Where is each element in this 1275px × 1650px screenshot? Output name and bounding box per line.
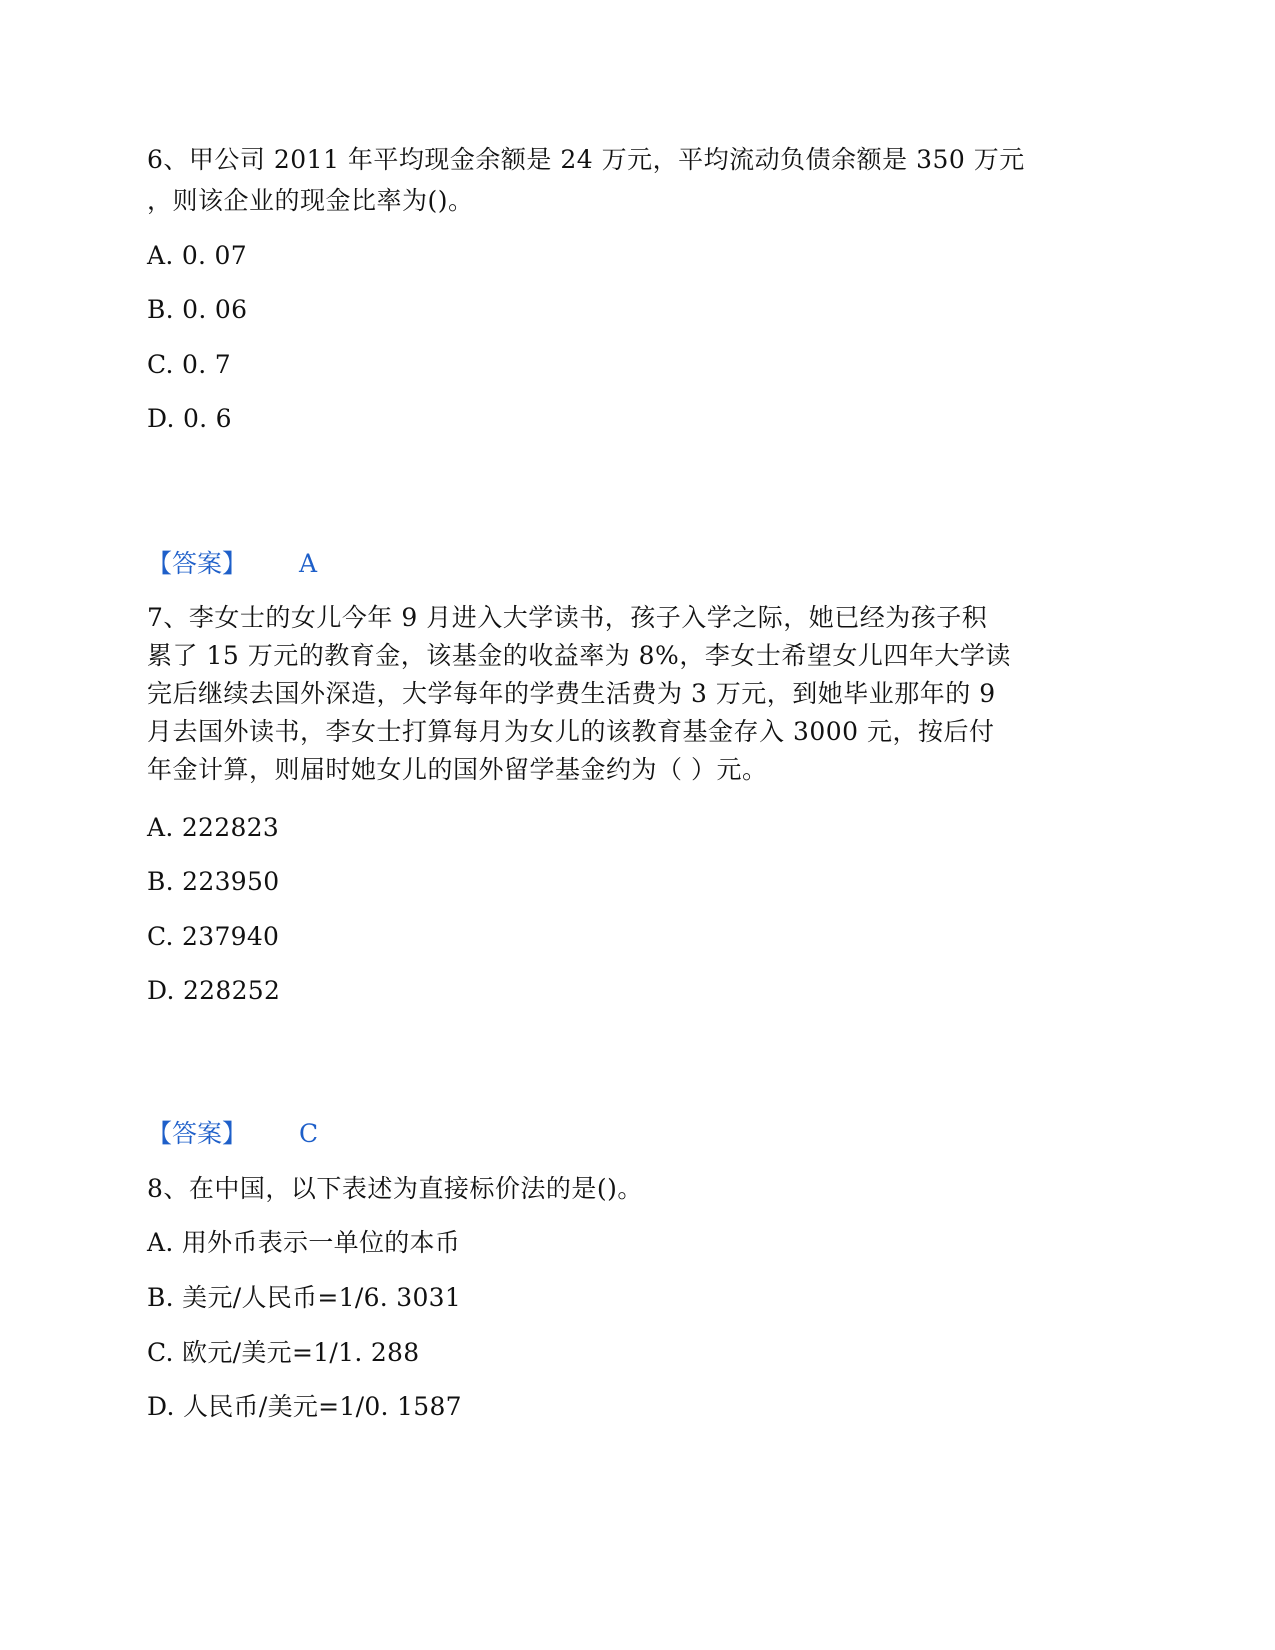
question-6-answer <box>147 548 317 580</box>
question-8-option-b: B. 美元/人民币=1/6. 3031 <box>147 1283 462 1312</box>
question-7-answer <box>147 1118 318 1150</box>
question-7-option-a: A. 222823 <box>147 813 280 842</box>
question-7-line-4: 月去国外读书，李女士打算每月为女儿的该教育基金存入 3000 元，按后付 <box>147 717 995 746</box>
question-6-option-d: D. 0. 6 <box>147 404 232 433</box>
question-7-line-1: 7、李女士的女儿今年 9 月进入大学读书，孩子入学之际，她已经为孩子积 <box>147 603 988 632</box>
question-7-line-3: 完后继续去国外深造，大学每年的学费生活费为 3 万元，到她毕业那年的 9 <box>147 679 996 708</box>
question-7-line-5: 年金计算，则届时她女儿的国外留学基金约为（ ）元。 <box>147 755 768 784</box>
question-7-option-b: B. 223950 <box>147 867 280 896</box>
question-7-option-d: D. 228252 <box>147 976 281 1005</box>
question-6-line-2: ，则该企业的现金比率为()。 <box>147 186 474 215</box>
question-7-option-c: C. 237940 <box>147 922 280 951</box>
answer-label: 【答案】 <box>147 1119 248 1148</box>
question-7-line-2: 累了 15 万元的教育金，该基金的收益率为 8%，李女士希望女儿四年大学读 <box>147 641 1011 670</box>
question-6-option-b: B. 0. 06 <box>147 295 248 324</box>
question-6-option-c: C. 0. 7 <box>147 350 231 379</box>
answer-label: 【答案】 <box>147 549 248 578</box>
question-6-option-a: A. 0. 07 <box>147 241 247 270</box>
answer-value: C <box>299 1119 319 1148</box>
question-6-line-1: 6、甲公司 2011 年平均现金余额是 24 万元，平均流动负债余额是 350 万元 <box>147 145 1025 174</box>
question-8-line-1: 8、在中国，以下表述为直接标价法的是()。 <box>147 1174 643 1203</box>
question-8-option-a: A. 用外币表示一单位的本币 <box>147 1228 461 1257</box>
question-8-option-d: D. 人民币/美元=1/0. 1587 <box>147 1392 462 1421</box>
answer-value: A <box>299 549 318 578</box>
question-8-option-c: C. 欧元/美元=1/1. 288 <box>147 1338 420 1367</box>
